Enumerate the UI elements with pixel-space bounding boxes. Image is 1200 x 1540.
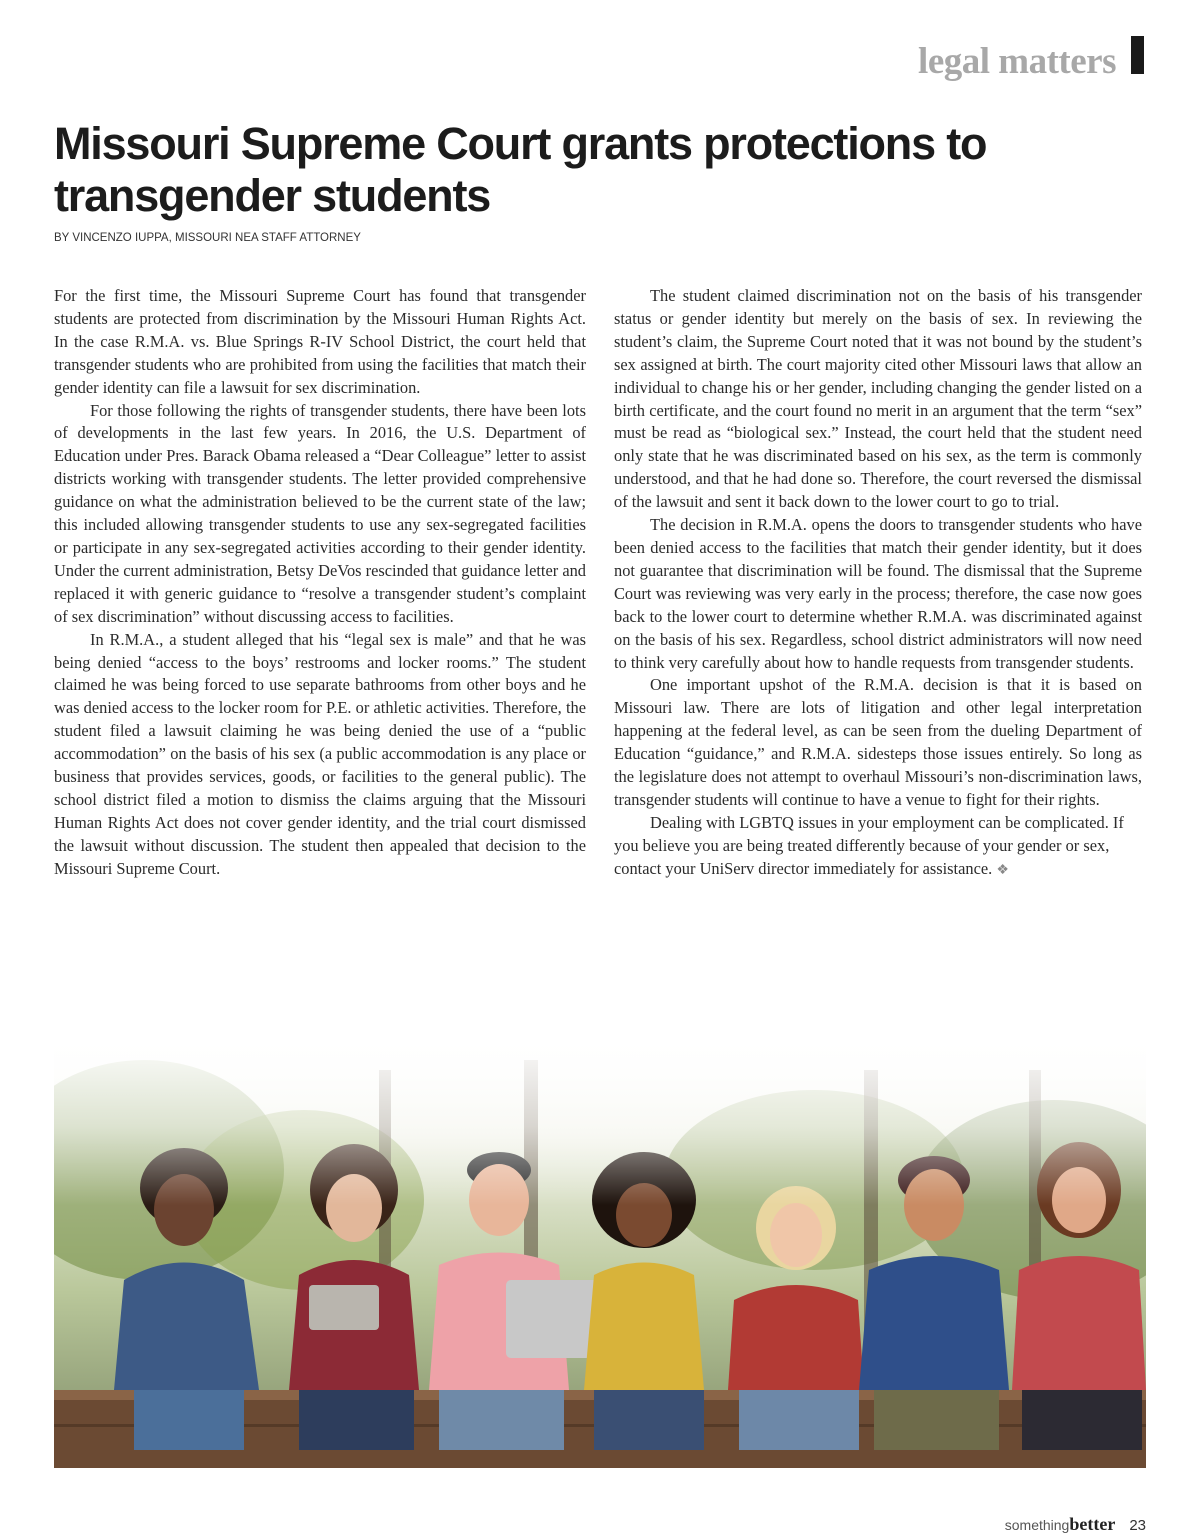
brand-name-light: something xyxy=(1004,1517,1070,1533)
paragraph: The decision in R.M.A. opens the doors to transgender students who have been denied access to the facilities that match their gender identity, but it does not guarantee that discrimination will be found. The dismissal that the Supreme Court was reviewing was very early in the process; therefore, the case now goes back to the lower court to determine whether R.M.A. was discriminated against on the basis of his sex. Regardless, school district administrators will now need to think very carefully about how to handle requests from transgender students. xyxy=(614,515,1142,672)
article-column-left xyxy=(54,285,586,881)
page-footer xyxy=(1005,1514,1146,1535)
end-of-article-icon: ❖ xyxy=(996,862,1009,878)
article-headline: Missouri Supreme Court grants protections to transgender students xyxy=(54,118,987,221)
article-byline: BY VINCENZO IUPPA, MISSOURI NEA STAFF ATTORNEY xyxy=(54,232,361,244)
paragraph: For the first time, the Missouri Supreme Court has found that transgender students are protected from discrimination by the Missouri Human Rights Act. In the case R.M.A. vs. Blue Springs R-IV School District, the court held that transgender students who are prohibited from using the facilities that match their gender identity can file a lawsuit for sex discrimination. xyxy=(54,286,586,397)
group-of-students-photo xyxy=(54,1030,1146,1468)
page-number: 23 xyxy=(1129,1517,1146,1534)
paragraph: For those following the rights of transgender students, there have been lots of developments in the last few years. In 2016, the U.S. Department of Education under Pres. Barack Obama released a “Dear Colleague” letter to assist districts working with transgender students. The letter provided comprehensive guidance on what the administration believed to be the current state of the law; this included allowing transgender students to use any sex-segregated facilities or participate in any sex-segregated activities according to their gender identity. Under the current administration, Betsy DeVos rescinded that guidance letter and replaced it with generic guidance to “resolve a transgender student’s complaint of sex discrimination” without discussing access to facilities. xyxy=(54,400,586,626)
section-marker-bar xyxy=(1131,36,1144,74)
brand-name-bold: better xyxy=(1069,1514,1116,1534)
paragraph: One important upshot of the R.M.A. decision is that it is based on Missouri law. There are lots of litigation and other legal interpretation happening at the federal level, as can be seen from the dueling Department of Education “guidance,” and R.M.A. sidesteps those issues entirely. So long as the legislature does not attempt to overhaul Missouri’s non-discrimination laws, transgender students will continue to have a venue to fight for their rights. xyxy=(614,675,1142,809)
paragraph: The student claimed discrimination not on the basis of his transgender status or gender identity but merely on the basis of sex. In reviewing the student’s claim, the Supreme Court noted that it was not bound by the student’s sex assigned at birth. The court majority cited other Missouri laws that allow an individual to change his or her gender, including changing the gender listed on a birth certificate, and the court found no merit in an argument that the term “sex” must be read as “biological sex.” Instead, the court held that the student need only state that he was discriminated based on his sex, as the term is commonly understood, and that he had done so. Therefore, the court reversed the dismissal of the lawsuit and sent it back down to the lower court to go to trial. xyxy=(614,286,1142,512)
final-paragraph-text: Dealing with LGBTQ issues in your employment can be complicated. If you believe you are being treated differently because of your gender or sex, contact your UniServ director immediately for assistance. xyxy=(614,812,1124,878)
paragraph: In R.M.A., a student alleged that his “legal sex is male” and that he was being denied “access to the boys’ restrooms and locker rooms.” The student claimed he was being forced to use separate bathrooms from other boys and he was denied access to the locker room for P.E. or athletic activities. Therefore, the student filed a lawsuit claiming he was being denied the use of a “public accommodation” on the basis of his sex (a public accommodation is any place or business that provides services, goods, or facilities to the general public). The school district filed a motion to dismiss the claims arguing that the Missouri Human Rights Act does not cover gender identity, and the trial court dismissed the lawsuit without discussion. The student then appealed that decision to the Missouri Supreme Court. xyxy=(54,629,586,878)
article-column-right xyxy=(614,285,1142,883)
section-label: legal matters xyxy=(918,41,1116,82)
paragraph-final xyxy=(614,812,1142,883)
